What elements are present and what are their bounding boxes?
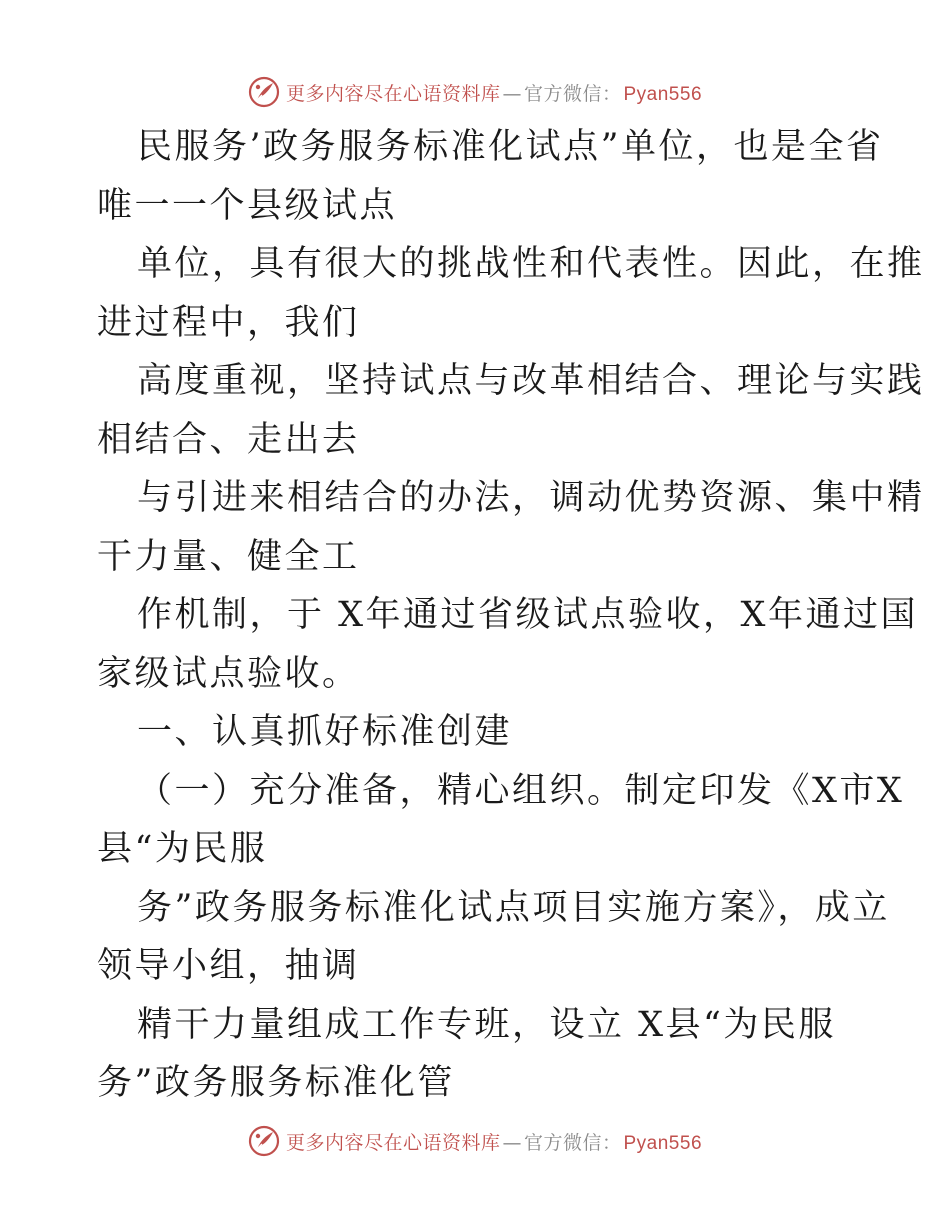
body-text-line: 县“为民服 bbox=[97, 829, 268, 869]
watermark-wechat-id: Pyan556 bbox=[623, 1132, 703, 1154]
body-text-line: 精干力量组成工作专班，设立 X县“为民服 bbox=[137, 1004, 836, 1045]
watermark-brand: 更多内容尽在心语资料库 bbox=[285, 82, 501, 105]
body-text-line: 干力量、健全工 bbox=[97, 536, 360, 577]
body-text-line: 与引进来相结合的办法，调动优势资源、集中精 bbox=[137, 478, 925, 518]
watermark-text bbox=[286, 1128, 702, 1155]
body-text-line: 民服务’政务服务标准化试点”单位，也是全省 bbox=[137, 127, 884, 167]
body-text-line: 高度重视，坚持试点与改革相结合、理论与实践 bbox=[137, 361, 925, 401]
body-text-line: 一、认真抓好标准创建 bbox=[137, 712, 513, 752]
watermark-brand: 更多内容尽在心语资料库 bbox=[285, 1131, 501, 1154]
footer-watermark bbox=[0, 1121, 950, 1161]
watermark-wechat-id: Pyan556 bbox=[623, 83, 703, 105]
body-text-line: 相结合、走出去 bbox=[97, 419, 360, 460]
watermark-separator: — bbox=[502, 82, 522, 105]
feather-quill-logo-icon bbox=[248, 1125, 280, 1157]
watermark-text bbox=[286, 79, 702, 106]
body-text-line: 务”政务服务标准化试点项目实施方案》，成立 bbox=[137, 887, 890, 928]
body-text-line: 进过程中，我们 bbox=[97, 302, 360, 343]
document-body bbox=[97, 118, 925, 1113]
feather-quill-logo-icon bbox=[248, 76, 280, 108]
body-text-line: （一）充分准备，精心组织。制定印发《X市X bbox=[137, 770, 905, 811]
watermark-official-label: 官方微信： bbox=[523, 82, 622, 105]
header-watermark bbox=[0, 72, 950, 112]
body-text-line: 作机制，于 X年通过省级试点验收，X年通过国 bbox=[137, 595, 918, 635]
body-text-line: 唯一一个县级试点 bbox=[97, 185, 398, 226]
body-text-line: 家级试点验收。 bbox=[97, 653, 360, 694]
body-text-line: 领导小组，抽调 bbox=[97, 946, 360, 986]
watermark-official-label: 官方微信： bbox=[523, 1131, 622, 1154]
body-text-line: 务”政务服务标准化管 bbox=[97, 1063, 455, 1103]
watermark-separator: — bbox=[502, 1131, 522, 1154]
body-text-line: 单位，具有很大的挑战性和代表性。因此，在推 bbox=[137, 244, 925, 284]
